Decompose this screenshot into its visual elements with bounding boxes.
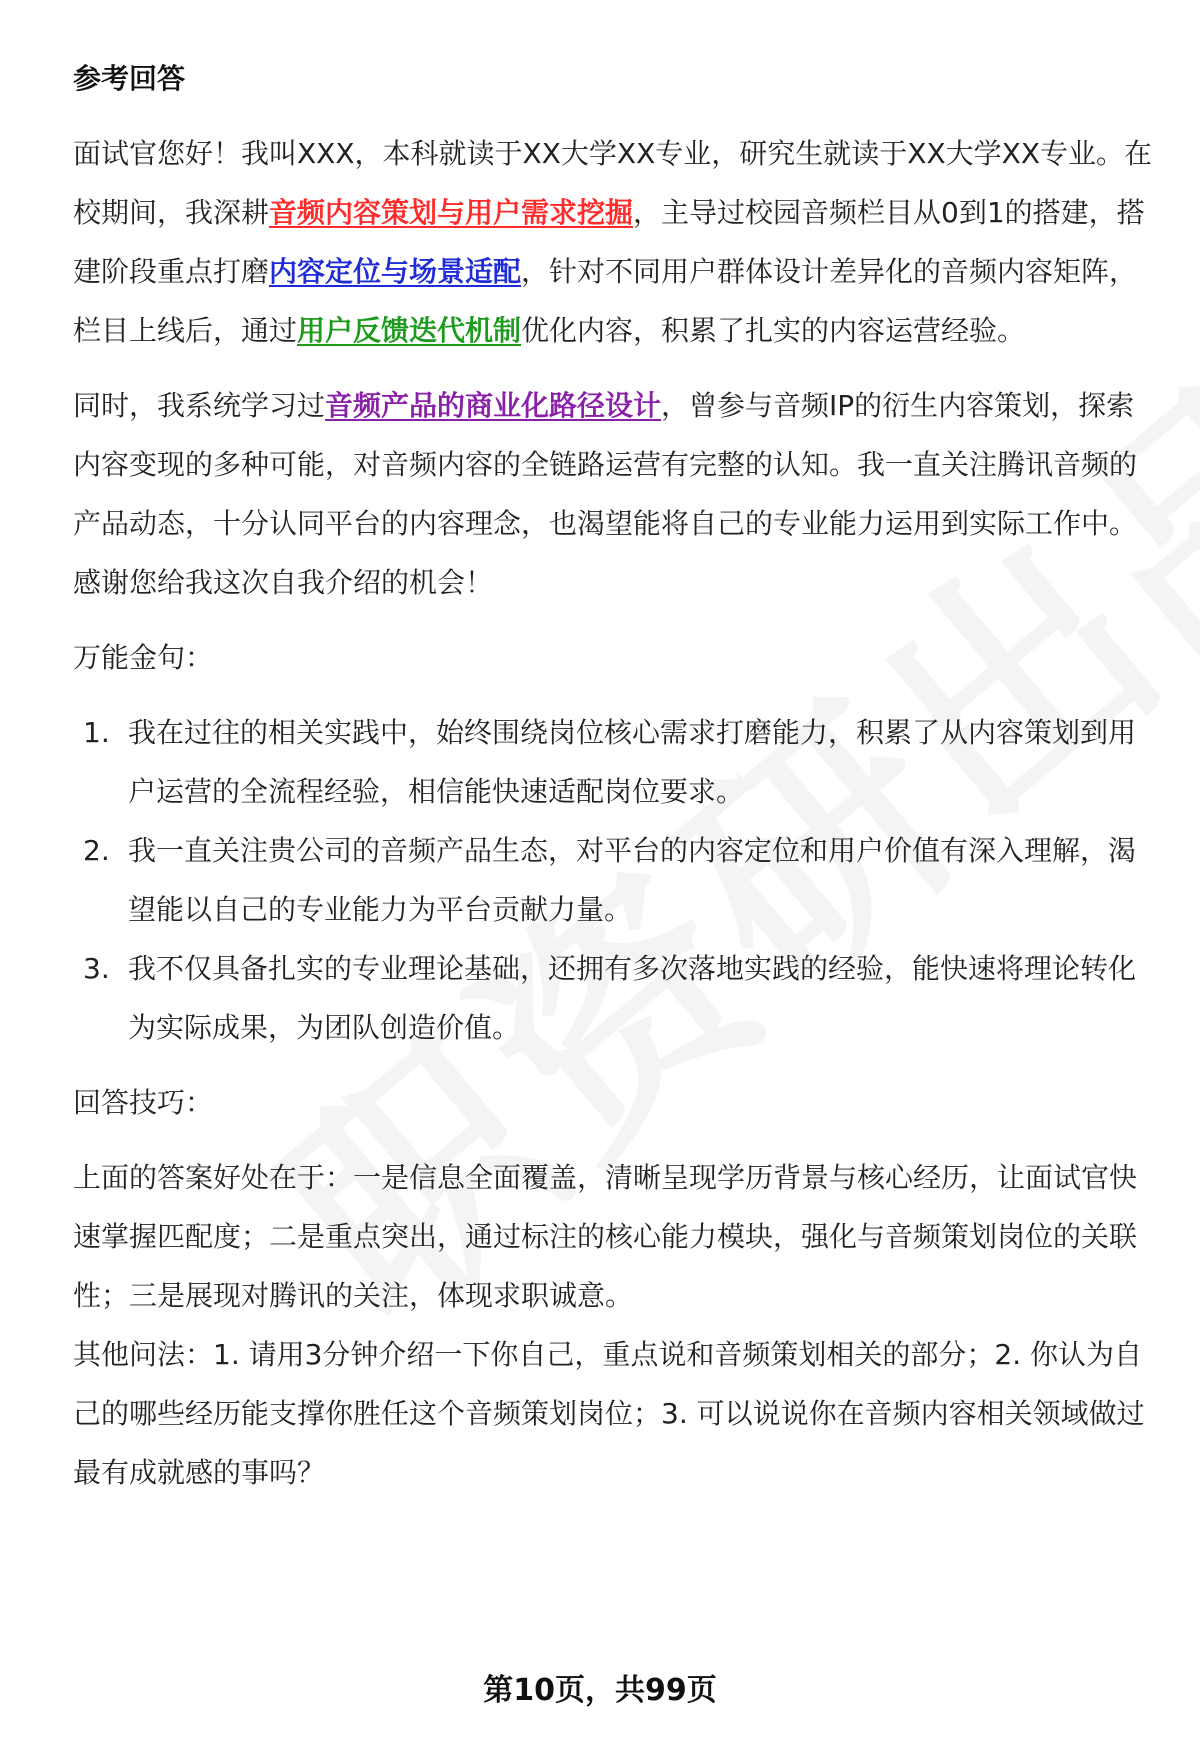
section-heading: 参考回答 [73,62,186,95]
list-text: 我在过往的相关实践中，始终围绕岗位核心需求打磨能力，积累了从内容策划到用户运营的全流程经验，相信能快速适配岗位要求。 [128,716,1137,808]
content [73,52,1153,1502]
page-number: 第10页，共99页 [483,1673,717,1708]
list-item [73,939,1153,1057]
intro-text-3: ，针对不同用户群体设计差异化的音频内容矩阵，栏目上线后，通过 [73,255,1138,347]
intro-text-4: 优化内容，积累了扎实的内容运营经验。 [521,314,1026,347]
highlight-blue: 内容定位与场景适配 [269,255,522,288]
second-text-1: 同时，我系统学习过 [73,389,326,422]
answer-tips-label: 回答技巧： [73,1086,214,1119]
list-item [73,821,1153,939]
list-item [73,703,1153,821]
answer-tips-paragraph: 上面的答案好处在于：一是信息全面覆盖，清晰呈现学历背景与核心经历，让面试官快速掌握匹配度；二是重点突出，通过标注的核心能力模块，强化与音频策划岗位的关联性；三是展现对腾讯的关注，体现求职诚意。 [73,1161,1138,1312]
second-paragraph [73,376,1153,612]
list-number: 1. [83,716,110,749]
intro-text-1: 面试官您好！我叫XXX，本科就读于XX大学XX专业，研究生就读于XX大学XX专业。在校期间，我深耕 [73,137,1153,229]
golden-sentences-label: 万能金句： [73,641,214,674]
intro-text-2: ，主导过校园音频栏目从0到1的搭建，搭建阶段重点打磨 [73,196,1145,288]
highlight-green: 用户反馈迭代机制 [297,314,522,347]
list-text: 我一直关注贵公司的音频产品生态，对平台的内容定位和用户价值有深入理解，渴望能以自己的专业能力为平台贡献力量。 [128,834,1137,926]
intro-paragraph [73,124,1153,360]
other-questions-paragraph: 其他问法：1. 请用3分钟介绍一下你自己，重点说和音频策划相关的部分；2. 你认为自己的哪些经历能支撑你胜任这个音频策划岗位；3. 可以说说你在音频内容相关领域做过最有成就感的事吗？ [73,1338,1145,1489]
highlight-purple: 音频产品的商业化路径设计 [325,389,662,422]
list-number: 3. [83,952,110,985]
list-text: 我不仅具备扎实的专业理论基础，还拥有多次落地实践的经验，能快速将理论转化为实际成果，为团队创造价值。 [128,952,1137,1044]
second-text-2: ，曾参与音频IP的衍生内容策划，探索内容变现的多种可能，对音频内容的全链路运营有完整的认知。我一直关注腾讯音频的产品动态，十分认同平台的内容理念，也渴望能将自己的专业能力运用到实际工作中。感谢您给我这次自我介绍的机会！ [73,389,1138,599]
list-number: 2. [83,834,110,867]
highlight-red: 音频内容策划与用户需求挖掘 [269,196,634,229]
golden-sentences-list [73,703,1153,1057]
